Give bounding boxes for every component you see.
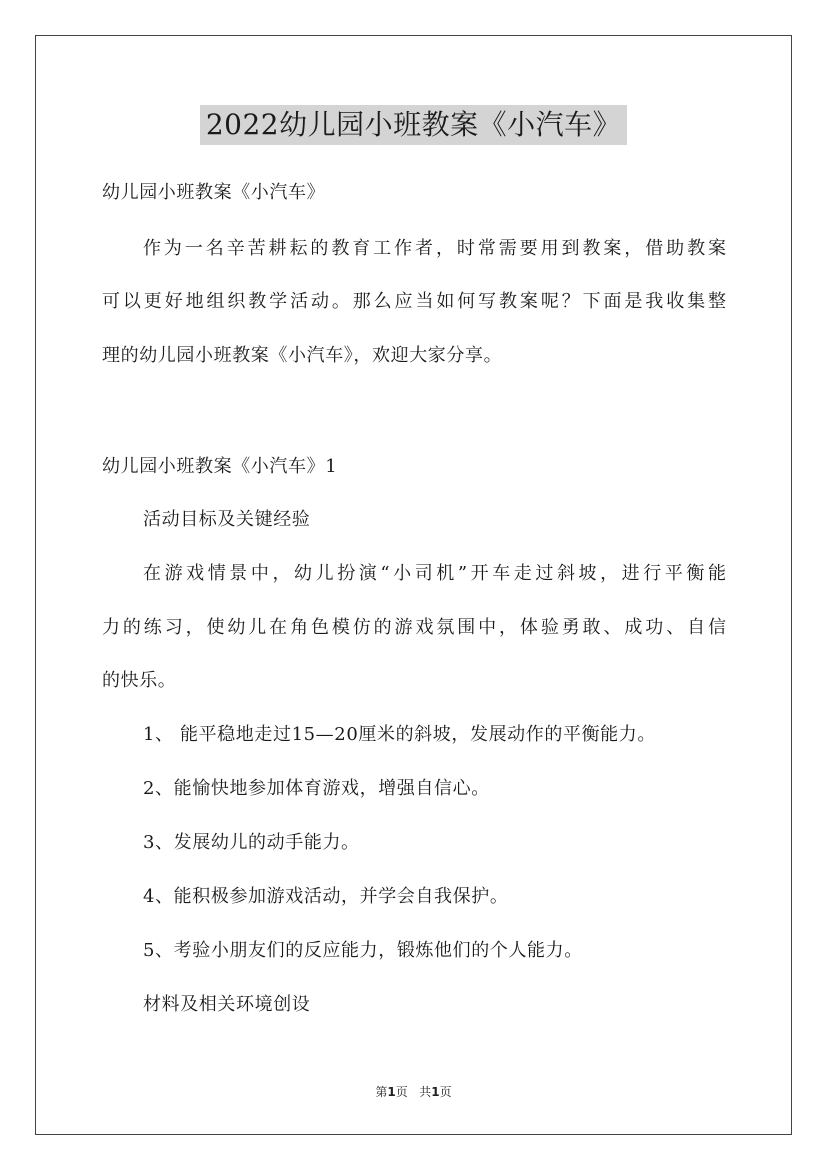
subsection-heading-materials: 材料及相关环境创设 [143, 994, 311, 1015]
footer-total-number: 1 [431, 1085, 440, 1099]
footer-total-prefix: 共 [419, 1085, 432, 1099]
footer-page-prefix: 第 [375, 1085, 388, 1099]
section-heading: 幼儿园小班教案《小汽车》1 [102, 456, 338, 477]
goal-paragraph-line-2: 力的练习，使幼儿在角色模仿的游戏氛围中，体验勇敢、成功、自信 [102, 617, 726, 638]
intro-line-1: 作为一名辛苦耕耘的教育工作者，时常需要用到教案，借助教案 [143, 238, 726, 259]
intro-line-3: 理的幼儿园小班教案《小汽车》，欢迎大家分享。 [102, 345, 503, 366]
subsection-heading-goals: 活动目标及关键经验 [143, 509, 311, 530]
goal-item-3: 3、发展幼儿的动手能力。 [143, 832, 360, 853]
document-title [0, 104, 827, 145]
footer-page-suffix: 页 [395, 1085, 408, 1099]
goal-paragraph-line-1: 在游戏情景中，幼儿扮演“小司机”开车走过斜坡，进行平衡能 [143, 563, 726, 584]
goal-item-5: 5、考验小朋友们的反应能力，锻炼他们的个人能力。 [143, 940, 583, 961]
goal-item-4: 4、能积极参加游戏活动，并学会自我保护。 [143, 886, 509, 907]
intro-line-2: 可以更好地组织教学活动。那么应当如何写教案呢？下面是我收集整 [102, 291, 726, 312]
document-title-text: 2022幼儿园小班教案《小汽车》 [200, 105, 627, 145]
goal-item-2: 2、能愉快地参加体育游戏，增强自信心。 [143, 778, 490, 799]
subtitle-line: 幼儿园小班教案《小汽车》 [102, 182, 326, 203]
footer-total-suffix: 页 [439, 1085, 452, 1099]
goal-item-1: 1、 能平稳地走过15—20厘米的斜坡，发展动作的平衡能力。 [143, 724, 656, 745]
footer-page-number: 1 [387, 1085, 396, 1099]
goal-paragraph-line-3: 的快乐。 [102, 670, 177, 691]
page-footer [0, 1084, 827, 1100]
